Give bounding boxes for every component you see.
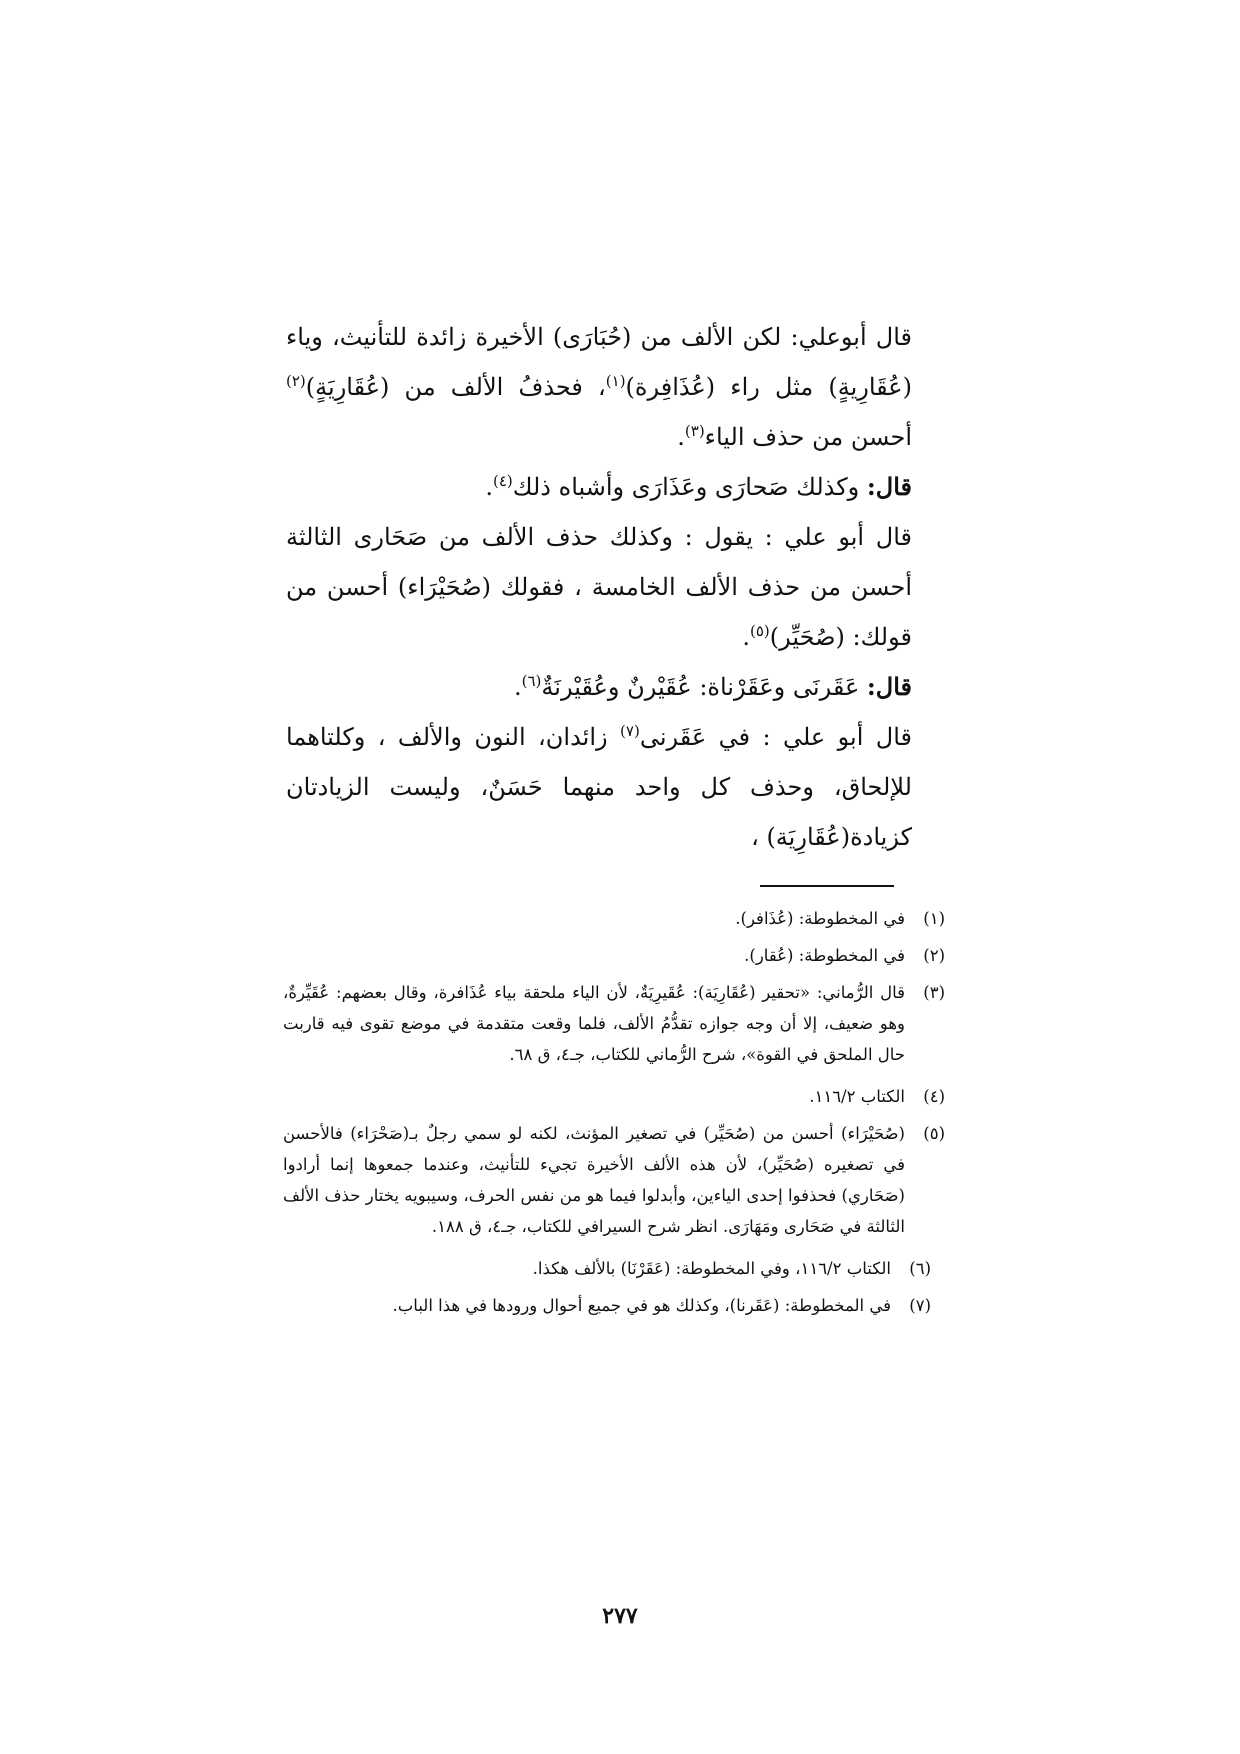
footnote	[283, 977, 945, 1070]
footnote-text: قال الرُّماني: «تحقير (عُقَارِيَة): عُقَيرِيَةٌ، لأن الياء ملحقة بياء عُذَافرة، وقال بعضهم: عُقَيِّرةٌ، وهو ضعيف، إلا أن وجه جوازه تقدُّمُ الألف، فلما وقعت متقدمة في موضع تقوى فيه قاربت حال الملحق في القوة»، شرح الرُّماني للكتاب، جـ٤، ق ٦٨.	[283, 983, 905, 1064]
footnote-ref-2: (٢)	[286, 372, 306, 390]
speaker-label: قال:	[866, 472, 912, 501]
footnote-number: (٢)	[923, 946, 945, 965]
footnote	[283, 1253, 945, 1284]
footnote-text: في المخطوطة: (عَقَرنا)، وكذلك هو في جميع أحوال ورودها في هذا الباب.	[392, 1296, 891, 1315]
footnote	[283, 903, 945, 934]
paragraph-1-text: قال أبوعلي: لكن الألف من (حُبَارَى) الأخيرة زائدة للتأنيث، وياء (عُقَارِيةٍ) مثل راء (عُذَافِرة)	[286, 323, 912, 401]
paragraph-3	[286, 512, 946, 662]
footnote-text: الكتاب ١١٦/٢، وفي المخطوطة: (عَقَرْنَا) بالألف هكذا.	[532, 1259, 891, 1278]
footnote-ref-6: (٦)	[521, 672, 542, 690]
footnote-text: (صُحَيْرَاء) أحسن من (صُحَيِّر) في تصغير المؤنث، لكنه لو سمي رجلٌ بـ(صَحْرَاء) فالأحسن في تصغيره (صُحَيِّر)، لأن هذه الألف الأخيرة تجيء للتأنيث، وعندما جمعوها إنما أرادوا (صَحَاري) فحذفوا إحدى الياءين، وأبدلوا فيما هو من نفس الحرف، وسيبويه يختار حذف الألف الثالثة في صَحَارى ومَهَارَى. انظر شرح السيرافي للكتاب، جـ٤، ق ١٨٨.	[283, 1124, 905, 1236]
footnote-separator	[760, 885, 894, 887]
paragraph-4-tail: .	[513, 673, 522, 701]
paragraph-5	[286, 712, 946, 862]
footnote-number: (١)	[923, 909, 945, 928]
footnote-text: في المخطوطة: (عُذَافر).	[735, 909, 905, 928]
footnote-number: (٣)	[923, 983, 945, 1002]
footnote	[283, 1290, 945, 1321]
footnote-text: في المخطوطة: (عُقار).	[744, 946, 905, 965]
paragraph-5-rest: زائدان، النون والألف ، وكلتاهما للإلحاق، وحذف كل واحد منهما حَسَنٌ، وليست الزيادتان كزيادة(عُقَارِيَة) ،	[286, 723, 912, 851]
page-number: ٢٧٧	[602, 1603, 638, 1629]
speaker-label: قال:	[866, 672, 912, 701]
footnote	[283, 1081, 945, 1112]
paragraph-1-mid: ، فحذفُ الألف من (عُقَارِيَةٍ)	[305, 373, 606, 401]
footnote-text: الكتاب ١١٦/٢.	[809, 1087, 905, 1106]
paragraph-2-text: وكذلك صَحارَى وعَذَارَى وأشباه ذلك	[512, 473, 867, 501]
footnote	[283, 940, 945, 971]
paragraph-1	[286, 312, 946, 462]
footnote-ref-7: (٧)	[620, 722, 640, 740]
paragraph-1-tail: .	[677, 423, 685, 451]
paragraph-2	[286, 462, 946, 512]
footnote-ref-3: (٣)	[684, 422, 705, 440]
paragraph-3-text: قال أبو علي : يقول : وكذلك حذف الألف من صَحَارى الثالثة أحسن من حذف الألف الخامسة ، فقولك (صُحَيْرَاء) أحسن من قولك: (صُحَيِّر)	[286, 523, 912, 651]
footnote-ref-5: (٥)	[750, 622, 770, 640]
paragraph-3-tail: .	[742, 623, 750, 651]
paragraph-4-text: عَقَرنَى وعَقَرْناة: عُقَيْرنٌ وعُقَيْرنَةٌ	[541, 673, 867, 701]
footnote-ref-1: (١)	[605, 372, 626, 390]
footnote-ref-4: (٤)	[492, 472, 513, 490]
footnotes-section	[283, 903, 945, 1327]
footnote-number: (٦)	[909, 1259, 931, 1278]
paragraph-4	[286, 662, 946, 712]
footnote-number: (٥)	[923, 1124, 945, 1143]
footnote-number: (٤)	[923, 1087, 945, 1106]
paragraph-1-end: أحسن من حذف الياء	[704, 423, 912, 451]
paragraph-2-tail: .	[485, 473, 493, 501]
paragraph-5-text: قال أبو علي : في عَقَرنى	[639, 723, 912, 751]
footnote	[283, 1118, 945, 1242]
main-text	[286, 312, 946, 862]
footnote-number: (٧)	[909, 1296, 931, 1315]
